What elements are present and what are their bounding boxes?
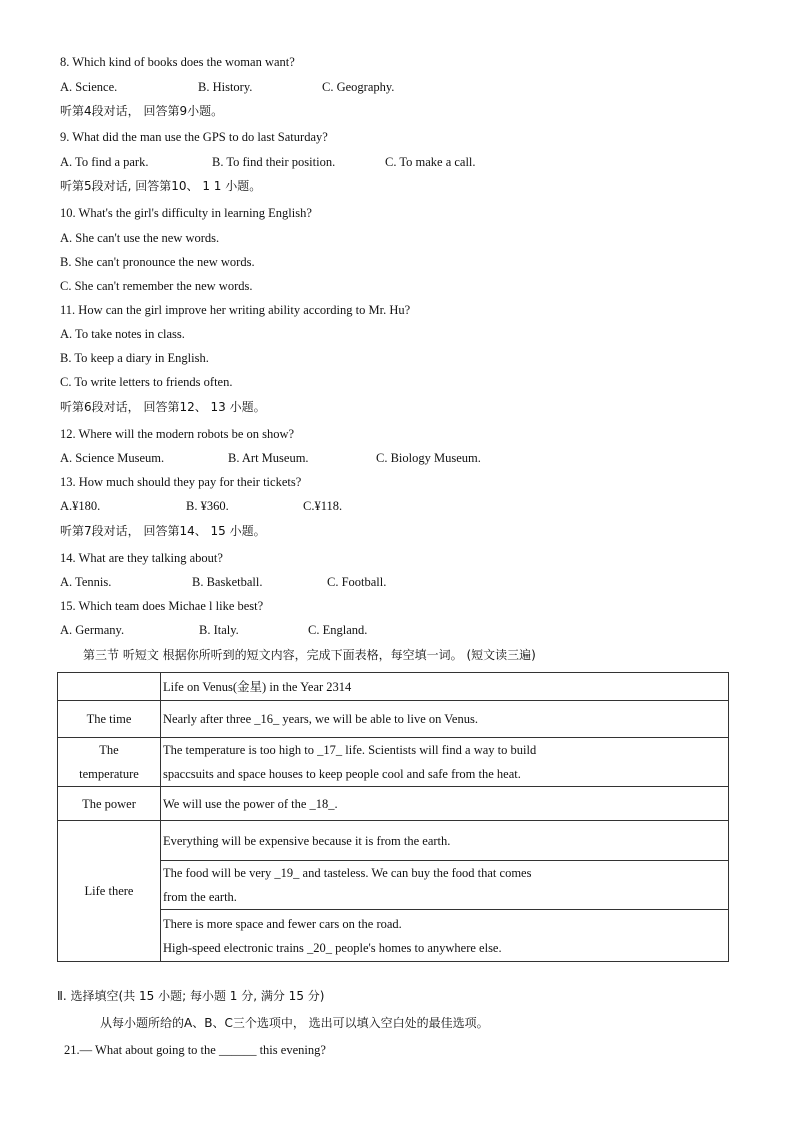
venus-table — [57, 672, 729, 962]
table-title-text: Life on Venus(金星) in the Year 2314 — [163, 679, 352, 694]
life-there-label-text: Life there — [84, 884, 134, 898]
row-content-life-1 — [161, 821, 729, 861]
question-15-option-b: B. Italy. — [199, 623, 239, 637]
question-14-option-a: A. Tennis. — [60, 575, 112, 589]
temperature-text-line-2: spaccsuits and space houses to keep people cool and safe from the heat. — [163, 767, 521, 781]
question-13-option-c: C.¥118. — [303, 499, 343, 513]
question-21-stem: 21.— What about going to the ______ this evening? — [64, 1043, 326, 1057]
part-2-instruction: 从每小题所给的A、B、C三个选项中， 选出可以填入空白处的最佳选项。 — [100, 1016, 489, 1030]
question-8-stem: 8. Which kind of books does the woman want? — [60, 55, 295, 69]
row-content-life-3 — [161, 910, 729, 962]
row-label-life-there — [58, 821, 161, 962]
row-label-temperature — [58, 738, 161, 787]
question-9-option-b: B. To find their position. — [212, 155, 336, 169]
question-9-option-a: A. To find a park. — [60, 155, 149, 169]
question-14-option-b: B. Basketball. — [192, 575, 263, 589]
question-11-option-c: C. To write letters to friends often. — [60, 375, 233, 389]
question-14-option-c: C. Football. — [327, 575, 387, 589]
question-15-stem: 15. Which team does Michae l like best? — [60, 599, 264, 613]
question-12-option-b: B. Art Museum. — [228, 451, 309, 465]
instruction-dialogue-5: 听第5段对话, 回答第10、 1 1 小题。 — [60, 179, 262, 193]
row-content-life-2 — [161, 861, 729, 910]
question-13-stem: 13. How much should they pay for their tickets? — [60, 475, 302, 489]
table-corner-cell — [58, 673, 161, 701]
row-content-time — [161, 701, 729, 738]
row-content-temperature — [161, 738, 729, 787]
temperature-label-line-1: The — [99, 743, 119, 757]
part-2-title: Ⅱ. 选择填空(共 15 小题; 每小题 1 分, 满分 15 分) — [57, 989, 325, 1003]
question-10-option-c: C. She can't remember the new words. — [60, 279, 253, 293]
question-8-option-c: C. Geography. — [322, 80, 395, 94]
row-label-power — [58, 787, 161, 821]
life-text-2-line-1: The food will be very _19_ and tasteless. We can buy the food that comes — [163, 866, 532, 880]
life-text-3-line-2: High-speed electronic trains _20_ people's homes to anywhere else. — [163, 940, 502, 955]
question-11-stem: 11. How can the girl improve her writing ability according to Mr. Hu? — [60, 303, 411, 317]
power-label-text: The power — [82, 796, 136, 811]
section-3-instruction: 第三节 听短文 根据你所听到的短文内容，完成下面表格，每空填一词。 (短文读三遍) — [83, 648, 536, 662]
instruction-dialogue-6: 听第6段对话， 回答第12、 13 小题。 — [60, 400, 266, 414]
question-10-option-a: A. She can't use the new words. — [60, 231, 220, 245]
question-10-option-b: B. She can't pronounce the new words. — [60, 255, 255, 269]
question-12-option-c: C. Biology Museum. — [376, 451, 481, 465]
question-12-option-a: A. Science Museum. — [60, 451, 165, 465]
question-11-option-a: A. To take notes in class. — [60, 327, 185, 341]
instruction-dialogue-7: 听第7段对话， 回答第14、 15 小题。 — [60, 524, 266, 538]
life-text-3-line-1: There is more space and fewer cars on the road. — [163, 916, 402, 931]
question-13-option-a: A.¥180. — [60, 499, 101, 513]
table-title — [161, 673, 729, 701]
power-text: We will use the power of the _18_. — [163, 796, 338, 811]
instruction-dialogue-4: 听第4段对话， 回答第9小题。 — [60, 104, 224, 118]
question-9-stem: 9. What did the man use the GPS to do last Saturday? — [60, 130, 328, 144]
question-13-option-b: B. ¥360. — [186, 499, 229, 513]
time-text: Nearly after three _16_ years, we will be able to live on Venus. — [163, 712, 478, 726]
question-10-stem: 10. What's the girl's difficulty in learning English? — [60, 206, 312, 220]
question-11-option-b: B. To keep a diary in English. — [60, 351, 209, 365]
question-15-option-c: C. England. — [308, 623, 368, 637]
row-content-power — [161, 787, 729, 821]
life-text-1: Everything will be expensive because it is from the earth. — [163, 833, 451, 848]
question-8-option-a: A. Science. — [60, 80, 118, 94]
question-8-option-b: B. History. — [198, 80, 253, 94]
question-14-stem: 14. What are they talking about? — [60, 551, 223, 565]
life-text-2-line-2: from the earth. — [163, 890, 237, 904]
question-15-option-a: A. Germany. — [60, 623, 125, 637]
row-label-time — [58, 701, 161, 738]
question-9-option-c: C. To make a call. — [385, 155, 476, 169]
question-12-stem: 12. Where will the modern robots be on show? — [60, 427, 295, 441]
temperature-text-line-1: The temperature is too high to _17_ life. Scientists will find a way to build — [163, 743, 537, 757]
temperature-label-line-2: temperature — [79, 767, 139, 781]
time-label-text: The time — [86, 712, 132, 726]
